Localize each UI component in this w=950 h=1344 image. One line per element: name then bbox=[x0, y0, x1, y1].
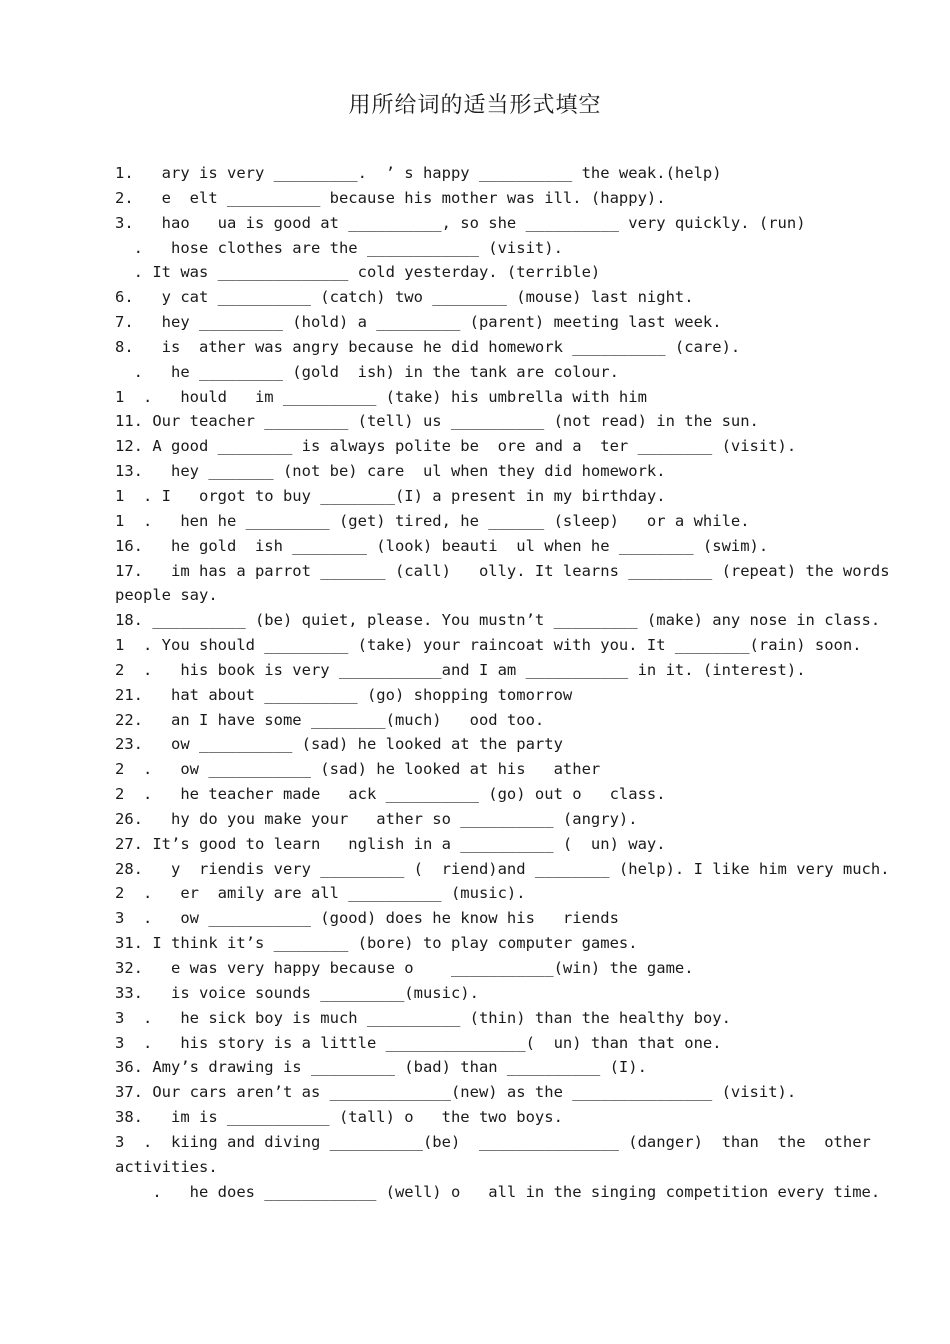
exercise-line: . he _________ (gold ish) in the tank are colour. bbox=[115, 362, 619, 381]
exercise-line: 2 . he teacher made ack __________ (go) out o class. bbox=[115, 785, 666, 804]
exercise-line: 2 . ow ___________ (sad) he looked at his ather bbox=[115, 760, 601, 779]
exercise-line: 2 . er amily are all __________ (music). bbox=[115, 884, 526, 903]
exercise-line: 1 . I orgot to buy ________(I) a present in my birthday. bbox=[115, 486, 666, 505]
exercise-line: . hose clothes are the ____________ (visit). bbox=[115, 238, 563, 257]
exercise-line: 12. A good ________ is always polite be ore and a ter ________ (visit). bbox=[115, 437, 797, 456]
exercise-line: 23. ow __________ (sad) he looked at the party bbox=[115, 735, 563, 754]
exercise-line: 33. is voice sounds _________(music). bbox=[115, 983, 479, 1002]
exercise-line: 31. I think it’s ________ (bore) to play computer games. bbox=[115, 934, 638, 953]
exercise-line: 1 . hen he _________ (get) tired, he ______ (sleep) or a while. bbox=[115, 511, 750, 530]
exercise-line: 18. __________ (be) quiet, please. You mustn’t _________ (make) any nose in class. bbox=[115, 611, 881, 630]
exercise-line: 16. he gold ish ________ (look) beauti ul when he ________ (swim). bbox=[115, 536, 769, 555]
exercise-line: 3 . he sick boy is much __________ (thin) than the healthy boy. bbox=[115, 1008, 731, 1027]
exercise-line: 17. im has a parrot _______ (call) olly. It learns _________ (repeat) the words bbox=[115, 561, 890, 580]
exercise-line: 32. e was very happy because o ___________(win) the game. bbox=[115, 959, 694, 977]
exercise-line: 22. an I have some ________(much) ood too. bbox=[115, 710, 545, 729]
exercise-line: 6. y cat __________ (catch) two ________ (mouse) last night. bbox=[115, 288, 694, 307]
exercise-line: 3 . kiing and diving __________(be) _______________ (danger) than the other bbox=[115, 1132, 871, 1151]
exercise-line: 28. y riendis very _________ ( riend)and ________ (help). I like him very much. bbox=[115, 859, 890, 878]
exercise-line: 2. e elt __________ because his mother was ill. (happy). bbox=[115, 188, 666, 207]
exercise-line: 3 . his story is a little _______________( un) than that one. bbox=[115, 1033, 722, 1052]
exercise-line: 11. Our teacher _________ (tell) us __________ (not read) in the sun. bbox=[115, 412, 759, 431]
exercise-line: . he does ____________ (well) o all in the singing competition every time. bbox=[115, 1182, 881, 1201]
exercise-line: 8. is ather was angry because he did homework __________ (care). bbox=[115, 337, 741, 356]
exercise-line: 3 . ow ___________ (good) does he know his riends bbox=[115, 909, 619, 928]
exercise-line: 38. im is ___________ (tall) o the two boys. bbox=[115, 1108, 563, 1127]
exercise-line: 7. hey _________ (hold) a _________ (parent) meeting last week. bbox=[115, 313, 722, 332]
exercise-line: 13. hey _______ (not be) care ul when they did homework. bbox=[115, 462, 666, 481]
exercise-line: 1 . hould im __________ (take) his umbrella with him bbox=[115, 387, 647, 406]
exercise-line: 2 . his book is very ___________and I am ___________ in it. (interest). bbox=[115, 660, 806, 679]
exercise-line: . It was ______________ cold yesterday. (terrible) bbox=[115, 263, 601, 282]
exercise-line: 3. hao ua is good at __________, so she __________ very quickly. (run) bbox=[115, 213, 806, 232]
exercise-line: 37. Our cars aren’t as _____________(new) as the _______________ (visit). bbox=[115, 1083, 797, 1102]
exercise-line: 1. ary is very _________. ’ s happy __________ the weak.(help) bbox=[115, 164, 722, 182]
exercise-line: 27. It’s good to learn nglish in a __________ ( un) way. bbox=[115, 834, 666, 853]
exercise-list bbox=[115, 161, 905, 1204]
exercise-line: activities. bbox=[115, 1157, 218, 1176]
worksheet-title: 用所给词的适当形式填空 bbox=[348, 93, 602, 118]
exercise-line: 36. Amy’s drawing is _________ (bad) than __________ (I). bbox=[115, 1058, 647, 1077]
exercise-line: people say. bbox=[115, 586, 218, 605]
exercise-line: 1 . You should _________ (take) your raincoat with you. It ________(rain) soon. bbox=[115, 636, 862, 655]
exercise-line: 21. hat about __________ (go) shopping tomorrow bbox=[115, 685, 573, 704]
exercise-line: 26. hy do you make your ather so __________ (angry). bbox=[115, 809, 638, 828]
